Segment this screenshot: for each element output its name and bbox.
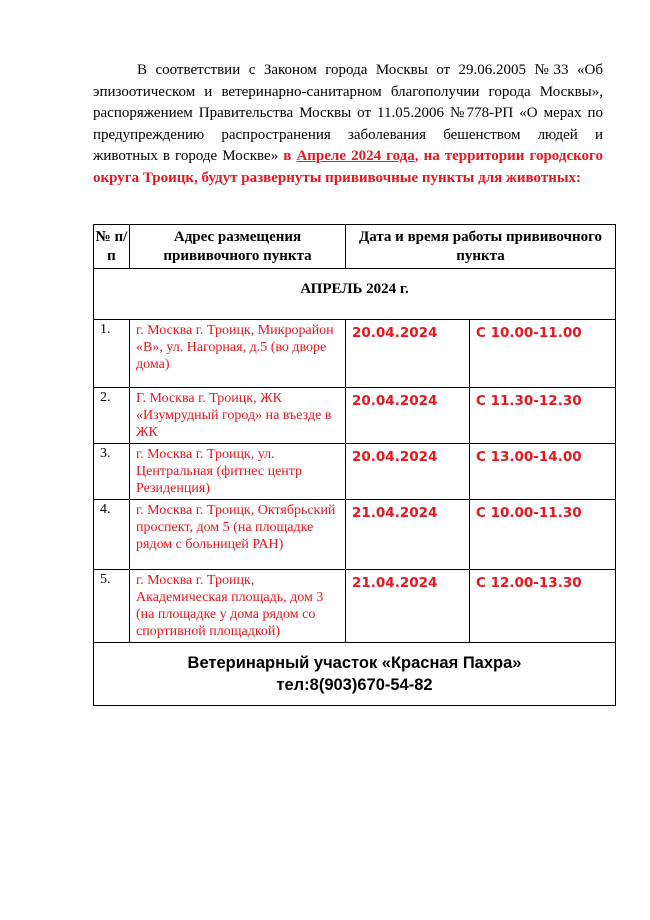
header-datetime: Дата и время работы прививочного пункта <box>346 225 616 269</box>
table-row <box>94 320 616 388</box>
row-address: г. Москва г. Троицк, Академическая площадь, дом 3 (на площадке у дома рядом со спортивной площадкой) <box>130 570 346 643</box>
intro-paragraph <box>93 60 603 189</box>
row-address: г. Москва г. Троицк, ул. Центральная (фитнес центр Резиденция) <box>130 444 346 500</box>
intro-red-lead: в <box>283 148 297 164</box>
header-num: № п/п <box>94 225 130 269</box>
vet-station-phone: тел:8(903)670-54-82 <box>276 676 433 694</box>
table-row <box>94 500 616 570</box>
vet-station-name: Ветеринарный участок «Красная Пахра» <box>187 654 522 672</box>
row-date: 20.04.2024 <box>346 320 470 388</box>
row-time: С 13.00-14.00 <box>470 444 616 500</box>
table-row <box>94 570 616 643</box>
row-address: г. Москва г. Троицк, Микрорайон «В», ул. Нагорная, д.5 (во дворе дома) <box>130 320 346 388</box>
row-num: 5. <box>94 570 130 643</box>
month-row <box>94 269 616 320</box>
row-num: 1. <box>94 320 130 388</box>
table-header-row <box>94 225 616 269</box>
header-address: Адрес размещения прививочного пункта <box>130 225 346 269</box>
row-address: Г. Москва г. Троицк, ЖК «Изумрудный город» на въезде в ЖК <box>130 388 346 444</box>
row-num: 2. <box>94 388 130 444</box>
intro-red-month: Апреле 2024 года <box>296 148 415 164</box>
row-date: 21.04.2024 <box>346 570 470 643</box>
vaccination-schedule-table <box>93 224 616 706</box>
row-date: 20.04.2024 <box>346 388 470 444</box>
footer-row <box>94 643 616 706</box>
row-time: С 10.00-11.00 <box>470 320 616 388</box>
row-date: 20.04.2024 <box>346 444 470 500</box>
row-address: г. Москва г. Троицк, Октябрьский проспект, дом 5 (на площадке рядом с больницей РАН) <box>130 500 346 570</box>
month-label: АПРЕЛЬ 2024 г. <box>94 269 616 320</box>
row-time: С 11.30-12.30 <box>470 388 616 444</box>
row-date: 21.04.2024 <box>346 500 470 570</box>
vet-station-contact <box>94 643 616 706</box>
row-num: 4. <box>94 500 130 570</box>
table-row <box>94 388 616 444</box>
intro-red-tail: , на территории городского округа Троицк, будут развернуты прививочные пункты для животных: <box>93 148 603 186</box>
row-time: С 12.00-13.30 <box>470 570 616 643</box>
row-time: С 10.00-11.30 <box>470 500 616 570</box>
table-row <box>94 444 616 500</box>
intro-text: В соответствии с Законом города Москвы от 29.06.2005 №33 «Об эпизоотическом и ветеринарно-санитарном благополучии города Москвы», распоряжением Правительства Москвы от 11.05.2006 №778-РП «О мерах по предупреждению распространения заболевания бешенством людей и животных в городе Москве» <box>93 62 603 164</box>
row-num: 3. <box>94 444 130 500</box>
